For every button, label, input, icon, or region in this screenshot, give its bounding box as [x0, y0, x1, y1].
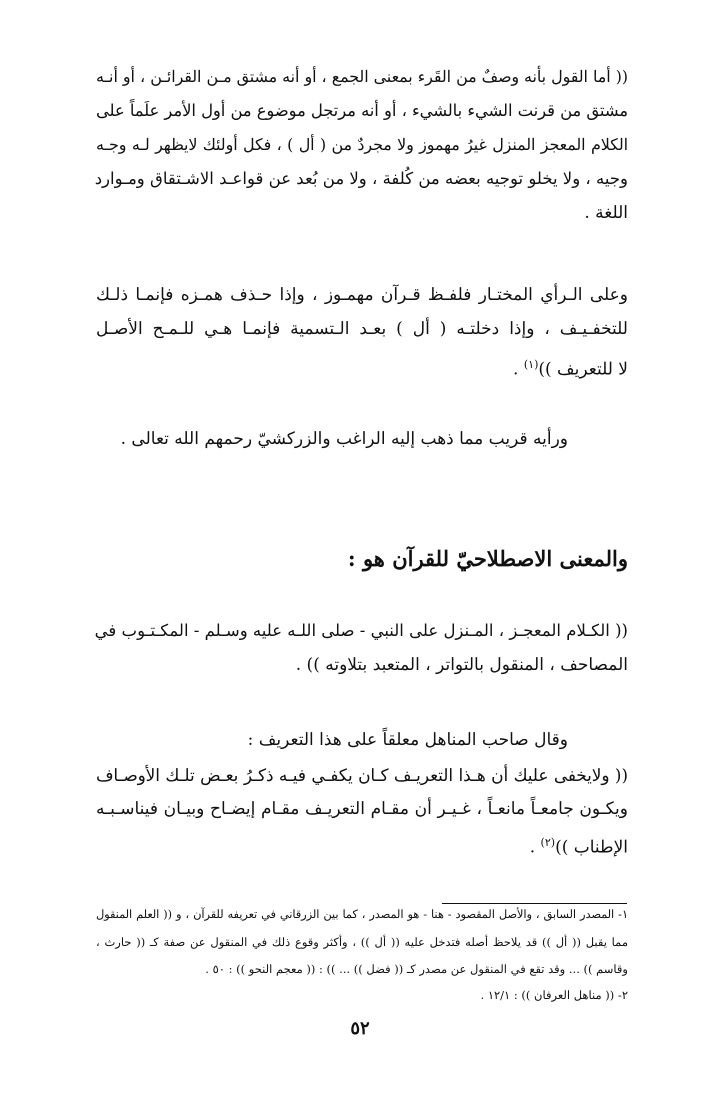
- footnote-ref: (٢): [540, 836, 556, 849]
- footnote-divider: [442, 903, 627, 904]
- text-line: وجيه ، ولا يخلو توجيه بعضه من كُلفة ، ولا من بُعد عن قواعـد الاشـتقاق ومـوارد: [94, 169, 628, 188]
- footnote-ref: (١): [523, 358, 539, 371]
- text-line: (( أما القول بأنه وصفٌ من القَرء بمعنى الجمع ، أو أنه مشتق مـن القرائـن ، أو أنـه: [96, 67, 628, 86]
- text-line: مشتق من قرنت الشيء بالشيء ، أو أنه مرتجل موضوع من أول الأمر علَماً على: [96, 101, 628, 120]
- text-line: الإطناب )): [555, 837, 628, 858]
- text-line: ويكـون جامعـاً مانعـاً ، غـيـر أن مقـام التعريـف مقـام إيضـاح وبيـان فيناسـبـه: [96, 799, 628, 819]
- text-line: (( ولايخفى عليك أن هـذا التعريـف كـان يكفـي فيـه ذكـرُ بعـض تلـك الأوصـاف: [96, 765, 628, 785]
- text-line: [96, 830, 628, 861]
- section-heading: والمعنى الاصطلاحيّ للقرآن هو :: [347, 546, 628, 571]
- text-line: اللغة .: [584, 203, 628, 223]
- paragraph-3: ورأيه قريب مما ذهب إليه الراغب والزركشيّ رحمهم الله تعالى .: [120, 429, 568, 449]
- end-mark: .: [529, 837, 541, 858]
- end-mark: .: [513, 359, 524, 380]
- text-line: المصاحف ، المنقول بالتواتر ، المتعبد بتلاوته )) .: [295, 655, 628, 675]
- footnote-line: مما يقبل (( أل )) قد يلاحظ أصله فتدخل عليه (( أل )) ، وأكثر وقوع ذلك في المنقول عن صفة كـ (( حارث ،: [96, 935, 628, 949]
- footnote-line: ٢- (( مناهل العرفان )) : ١٢/١ .: [480, 988, 628, 1002]
- text-line: [96, 352, 628, 383]
- text-line: للتخفـيـف ، وإذا دخلتـه ( أل ) بعـد الـتسمية فإنمـا هـي للـمـح الأصـل: [96, 319, 628, 339]
- comment-intro: وقال صاحب المناهل معلقاً على هذا التعريف :: [247, 730, 568, 750]
- text-line: لا للتعريف )): [538, 359, 628, 380]
- footnote-line: ١- المصدر السابق ، والأصل المقصود - هنا - هو المصدر ، كما بين الزرقاني في تعريفه للقرآن ، و (( العلم المنقول: [96, 908, 628, 921]
- footnote-line: وقاسم )) ... وقد تقع في المنقول عن مصدر كـ (( فضل )) ... )) : (( معجم النحو )) : ٥٠ .: [205, 962, 628, 976]
- text-line: الكلام المعجز المنزل غيرُ مهموز ولا مجردٌ من ( أل ) ، فكل أولئك لايظهر لـه وجـه: [96, 135, 628, 154]
- text-line: وعلى الـرأي المختـار فلفـظ قـرآن مهمـوز ، وإذا حـذف همـزه فإنمـا ذلـك: [96, 285, 628, 305]
- page-number: ٥٢: [350, 1018, 370, 1039]
- text-line: (( الكـلام المعجـز ، المـنزل على النبي - صلى اللـه عليه وسـلم - المكـتـوب في: [94, 621, 628, 640]
